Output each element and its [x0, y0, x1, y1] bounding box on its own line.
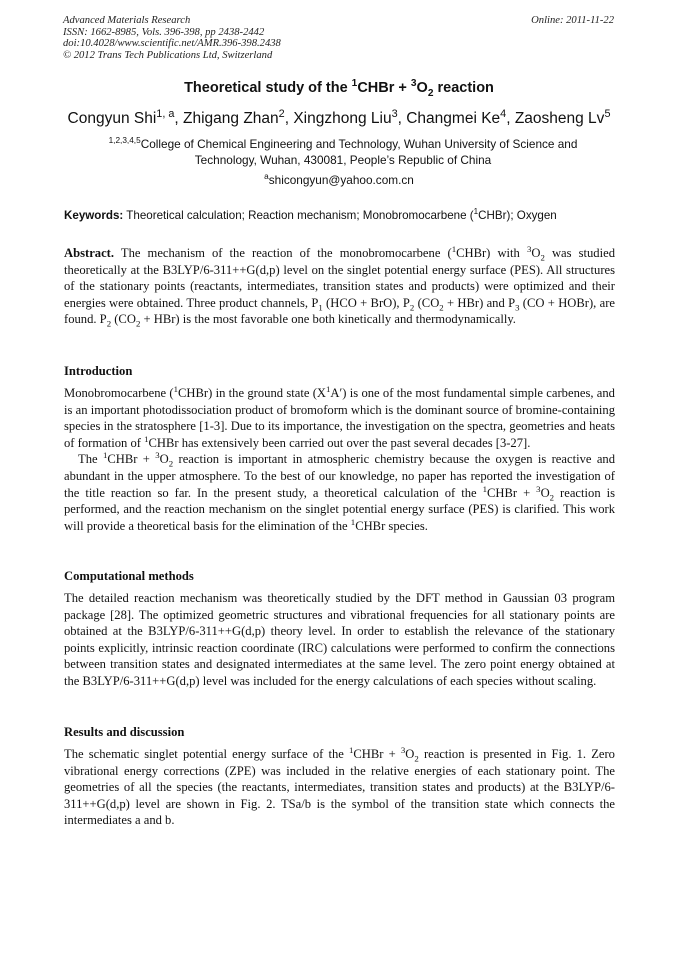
abstract: Abstract. The mechanism of the reaction of the monobromocarbene ($^1$CHBr) with $^3O_2$ was studied theoretically at the B3LYP/6-311++G(d,p) level on the singlet potential energy surface (PES). All structures of the stationary points (reactants, intermediates, transition states and products) were optimized and their energies were obtained. Three product channels, $P_1$ (HCO + BrO), $P_2$ $(CO_2 + HBr)$ and $P_3$ (CO + HOBr), are found. $P_2$ $(CO_2 + HBr)$ is the most favorable one both kinetically and thermodynamically. — [64, 243, 615, 329]
journal-doi[interactable]: doi:10.4028/www.scientific.net/AMR.396-398.2438 — [63, 38, 281, 49]
author: Xingzhong Liu — [293, 110, 392, 127]
author: Congyun Shi — [67, 110, 157, 127]
journal-issn: ISSN: 1662-8985, Vols. 396-398, pp 2438-2442 — [63, 26, 265, 38]
author: Changmei Ke — [406, 110, 501, 127]
paper-title: Theoretical study of the $^1$CHBr + $^3O_2$ reaction — [184, 78, 494, 99]
section-heading-introduction: Introduction — [64, 364, 133, 378]
online-date: Online: 2011-11-22 — [531, 15, 614, 26]
abstract-label: Abstract. — [64, 246, 115, 260]
paragraph: The schematic singlet potential energy surface of the $^1$CHBr + $^3O_2$ reaction is presented in Fig. 1. Zero vibrational energy corrections (ZPE) was included in the relative energies of each stationary point. The geometries of all the species (the reactants, intermediates, transition states and products) at the B3LYP/6-311++G(d,p) level are shown in Fig. 2. TSa/b is the symbol of the transition state which connects the intermediates a and b. — [64, 744, 615, 828]
journal-header — [63, 15, 281, 61]
affiliation: $^{1,2,3,4,5}$College of Chemical Engineering and Technology, Wuhan University of Science and Technology, Wuhan, 430081, People’s Republic of China — [108, 136, 578, 167]
journal-name: Advanced Materials Research — [63, 15, 191, 26]
results-text — [64, 746, 615, 829]
methods-text — [64, 590, 615, 690]
introduction-text — [64, 385, 615, 534]
author-list: Congyun Shi$^{1, a}$, Zhigang Zhan$^2$, Xingzhong Liu$^3$, Changmei Ke$^4$, Zaosheng Lv$^5$ — [67, 107, 611, 127]
section-heading-results: Results and discussion — [64, 725, 185, 739]
paragraph: Monobromocarbene ($^1$CHBr) in the ground state $(X^1A')$ is one of the most fundamental simple carbenes, and is an important photodissociation product of bromoform which is the dominant source of bromine-containing species in the stratosphere [1-3]. Due to its importance, the investigation on the spectra, geometries and heats of formation of $^1$CHBr has extensively been carried out over the past several decades [3-27]. — [64, 383, 615, 450]
author: Zhigang Zhan — [183, 110, 279, 127]
paragraph: The detailed reaction mechanism was theoretically studied by the DFT method in Gaussian 03 program package [28]. The optimized geometric structures and vibrational frequencies for all stationary points are obtained at the B3LYP/6-311++G(d,p) theory level. In order to establish the relevance of the stationary points explicitly, intrinsic reaction coordinate (IRC) calculations were performed to confirm the connections between transition states and designated intermediates at the same level. The zero point energy obtained at the B3LYP/6-311++G(d,p) level was included for the energy calculations of each species without scaling. — [64, 591, 615, 688]
paragraph: The $^1$CHBr + $^3O_2$ reaction is important in atmospheric chemistry because the oxygen is reactive and abundant in the upper atmosphere. To the best of our knowledge, no paper has reported the investigation of the title reaction so far. In the present study, a theoretical calculation of the $^1$CHBr + $^3O_2$ reaction is performed, and the reaction mechanism on the singlet potential energy surface (PES) is clarified. This work will provide a theoretical basis for the elimination of the $^1$CHBr species. — [64, 450, 615, 533]
keywords: Keywords: Theoretical calculation; Reaction mechanism; Monobromocarbene ($^1$CHBr); Oxygen — [64, 207, 557, 222]
author: Zaosheng Lv — [514, 110, 605, 127]
author-email[interactable]: $^a$shicongyun@yahoo.com.cn — [264, 172, 414, 187]
section-heading-methods: Computational methods — [64, 569, 194, 583]
keywords-label: Keywords: — [64, 209, 124, 222]
journal-copyright: © 2012 Trans Tech Publications Ltd, Switzerland — [63, 49, 273, 61]
